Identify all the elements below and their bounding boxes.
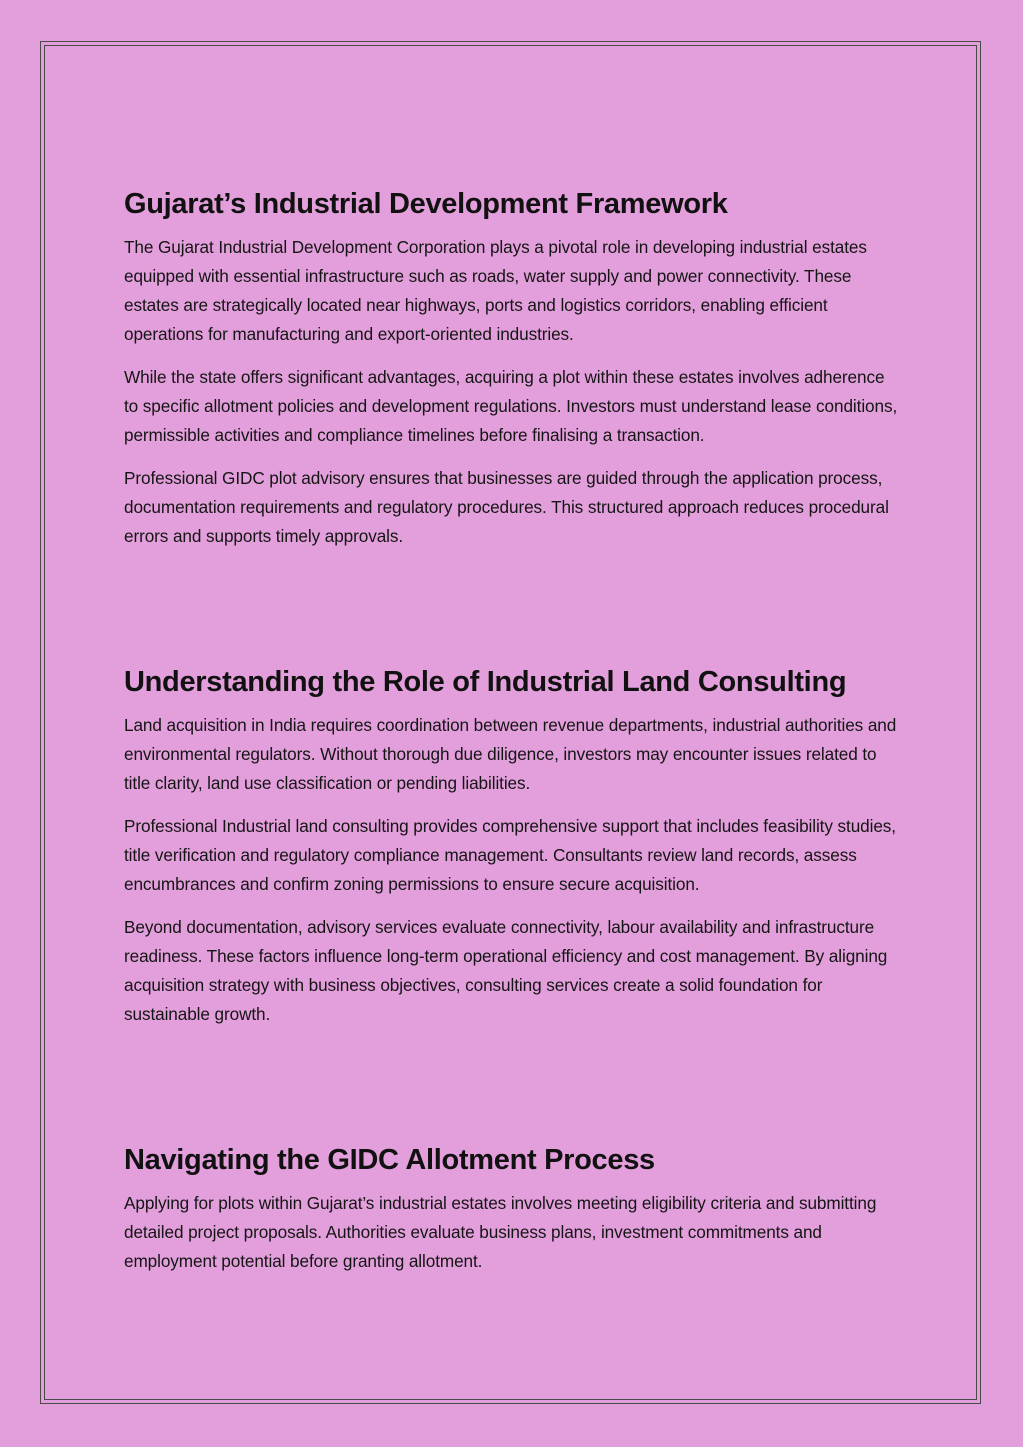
paragraph: Land acquisition in India requires coordination between revenue departments, industrial authorities and environmental regulators. Without thorough due diligence, investors may encounter issues related to title clarity, land use classification or pending liabilities. [124,715,897,793]
section-heading: Gujarat’s Industrial Development Framework [124,188,728,220]
section-industrial-framework [124,187,899,551]
section-heading: Navigating the GIDC Allotment Process [124,1144,655,1176]
paragraph: Professional GIDC plot advisory ensures that businesses are guided through the application process, documentation requirements and regulatory procedures. This structured approach reduces procedural errors and supports timely approvals. [124,468,889,546]
paragraph: The Gujarat Industrial Development Corporation plays a pivotal role in developing industrial estates equipped with essential infrastructure such as roads, water supply and power connectivity. These estates are strategically located near highways, ports and logistics corridors, enabling efficient operations for manufacturing and export-oriented industries. [124,237,867,344]
section-heading: Understanding the Role of Industrial Land Consulting [124,666,847,698]
paragraph: While the state offers significant advantages, acquiring a plot within these estates involves adherence to specific allotment policies and development regulations. Investors must understand lease conditions, permissible activities and compliance timelines before finalising a transaction. [124,367,898,445]
paragraph: Beyond documentation, advisory services evaluate connectivity, labour availability and infrastructure readiness. These factors influence long-term operational efficiency and cost management. By aligning acquisition strategy with business objectives, consulting services create a solid foundation for sustainable growth. [124,917,888,1024]
paragraph: Professional Industrial land consulting provides comprehensive support that includes feasibility studies, title verification and regulatory compliance management. Consultants review land records, assess encumbrances and confirm zoning permissions to ensure secure acquisition. [124,816,896,894]
section-land-consulting [124,665,899,1029]
section-allotment-process [124,1143,899,1276]
paragraph: Applying for plots within Gujarat’s industrial estates involves meeting eligibility criteria and submitting detailed project proposals. Authorities evaluate business plans, investment commitments and employment potential before granting allotment. [124,1193,877,1271]
